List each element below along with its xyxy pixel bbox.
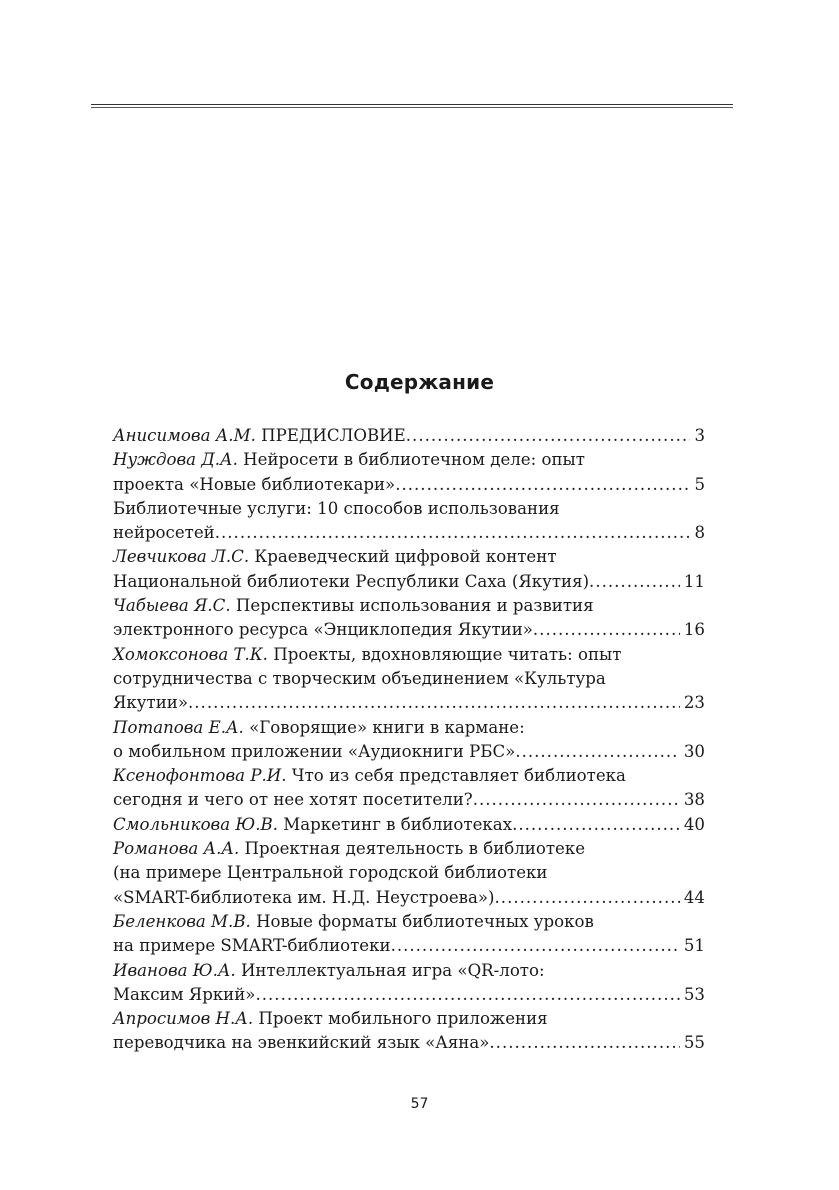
toc-line [113,643,705,667]
toc-line-text [113,886,495,910]
toc-page-number: 40 [683,814,705,834]
toc-line-text [113,764,626,788]
toc-author: Иванова Ю.А. [113,960,236,980]
toc-line-text [113,983,255,1007]
toc-author: Потапова Е.А. [113,717,244,737]
toc-line-text [113,861,547,885]
toc-line [113,716,705,740]
toc-line-text [113,1031,489,1055]
toc-line [113,667,705,691]
toc-line-text [113,691,188,715]
toc-dot-leader [495,886,680,910]
toc-line [113,570,705,594]
toc-author: Хомоксонова Т.К. [113,644,268,664]
toc-line [113,594,705,618]
toc-author: Беленкова М.В. [113,911,251,931]
toc-page-number: 8 [694,523,705,543]
toc-title: Максим Яркий» [113,984,256,1004]
toc-line-text [113,570,589,594]
toc-line-text [113,545,557,569]
toc-entry[interactable] [113,837,705,910]
toc-dot-leader [489,1031,679,1055]
toc-title: о мобильном приложении «Аудиокниги РБС» [113,741,516,761]
toc-entry[interactable] [113,448,705,497]
toc-dot-leader [395,473,690,497]
toc-line [113,764,705,788]
toc-dot-leader [515,740,680,764]
toc-line [113,545,705,569]
toc-entry[interactable] [113,497,705,546]
toc-page-number: 11 [683,571,705,591]
toc-title: Нейросети в библиотечном деле: опыт [237,450,585,470]
toc-author: Левчикова Л.С. [113,547,250,567]
toc-page-number: 44 [683,887,705,907]
toc-dot-leader [589,570,680,594]
toc-page-number: 51 [683,936,705,956]
toc-page-number: 5 [694,474,705,494]
toc-line [113,497,705,521]
toc-line-text [113,716,525,740]
toc-entry[interactable] [113,910,705,959]
toc-dot-leader [215,521,691,545]
toc-line-text [113,813,512,837]
toc-dot-leader [473,788,680,812]
toc-title: проекта «Новые библиотекари» [113,474,396,494]
toc-title: Проектная деятельность в библиотеке [239,839,586,859]
toc-title: сегодня и чего от нее хотят посетители? [113,790,473,810]
toc-line [113,788,705,812]
toc-title: Краеведческий цифровой контент [249,547,557,567]
toc-title: сотрудничества с творческим объединением «Культура [113,668,606,688]
toc-line [113,691,705,715]
toc-line-text [113,934,391,958]
toc-author: Нуждова Д.А. [113,450,238,470]
toc-line [113,837,705,861]
toc-line-text [113,594,594,618]
toc-title: электронного ресурса «Энциклопедия Якутии» [113,620,533,640]
toc-title: Новые форматы библиотечных уроков [250,911,594,931]
toc-page-number: 16 [683,620,705,640]
toc-entry[interactable] [113,813,705,837]
toc-line [113,959,705,983]
toc-title: Якутии» [113,693,188,713]
toc-entry[interactable] [113,643,705,716]
toc-title: нейросетей [113,523,215,543]
toc-line-text [113,424,406,448]
toc-line-text [113,910,594,934]
toc-entry[interactable] [113,764,705,813]
toc-page-number: 3 [694,426,705,445]
toc-line-text [113,521,215,545]
toc-author: Романова А.А. [113,839,240,859]
toc-title: переводчика на эвенкийский язык «Аяна» [113,1033,490,1053]
toc-line [113,618,705,642]
toc-title: ПРЕДИСЛОВИЕ [255,426,406,445]
toc-page-number: 55 [683,1033,705,1053]
toc-author: Смольникова Ю.В. [113,814,278,834]
toc-line-text [113,643,621,667]
toc-line [113,813,705,837]
toc-line [113,448,705,472]
toc-dot-leader [188,691,680,715]
header-rule [91,104,733,108]
toc-title: Библиотечные услуги: 10 способов использования [113,498,560,518]
toc-dot-leader [391,934,680,958]
toc-entry[interactable] [113,594,705,643]
toc-title: Перспективы использования и развития [230,596,594,616]
toc-line-text [113,740,515,764]
toc-title: Национальной библиотеки Республики Саха (Якутия) [113,571,590,591]
toc-line-text [113,788,473,812]
toc-dot-leader [512,813,680,837]
toc-line [113,983,705,1007]
toc-title: Проект мобильного приложения [253,1009,548,1029]
page-number: 57 [410,1096,429,1112]
toc-line [113,861,705,885]
toc-page-number: 53 [683,984,705,1004]
toc-line [113,934,705,958]
toc-heading: Содержание [344,370,495,394]
toc-line [113,740,705,764]
toc-line [113,521,705,545]
table-of-contents [113,424,705,1056]
toc-author: Анисимова А.М. [113,426,256,445]
toc-entry[interactable] [113,1007,705,1056]
toc-title: (на примере Центральной городской библиотеки [113,863,548,883]
toc-title: «SMART-библиотека им. Н.Д. Неустроева») [113,887,495,907]
toc-line-text [113,837,585,861]
toc-title: Маркетинг в библиотеках [277,814,513,834]
toc-page-number: 30 [683,741,705,761]
toc-line-text [113,667,606,691]
toc-dot-leader [406,424,691,448]
toc-entry[interactable] [113,959,705,1008]
toc-line [113,1007,705,1031]
toc-title: на примере SMART-библиотеки [113,936,391,956]
toc-page-number: 23 [683,693,705,713]
toc-entry[interactable] [113,716,705,765]
toc-author: Чабыева Я.С. [113,596,231,616]
toc-dot-leader [533,618,680,642]
toc-line [113,473,705,497]
toc-line [113,886,705,910]
toc-line [113,910,705,934]
toc-dot-leader [255,983,679,1007]
toc-author: Апросимов Н.А. [113,1009,254,1029]
toc-entry[interactable] [113,545,705,594]
toc-title: «Говорящие» книги в кармане: [243,717,525,737]
toc-line-text [113,473,395,497]
toc-line-text [113,1007,548,1031]
toc-author: Ксенофонтова Р.И. [113,766,287,786]
toc-page-number: 38 [683,790,705,810]
toc-line [113,1031,705,1055]
toc-line [113,424,705,448]
toc-line-text [113,618,533,642]
toc-title: Проекты, вдохновляющие читать: опыт [267,644,622,664]
toc-line-text [113,497,560,521]
toc-line-text [113,448,585,472]
toc-title: Интеллектуальная игра «QR-лото: [235,960,545,980]
toc-line-text [113,959,545,983]
toc-entry[interactable] [113,424,705,448]
toc-title: Что из себя представляет библиотека [286,766,626,786]
